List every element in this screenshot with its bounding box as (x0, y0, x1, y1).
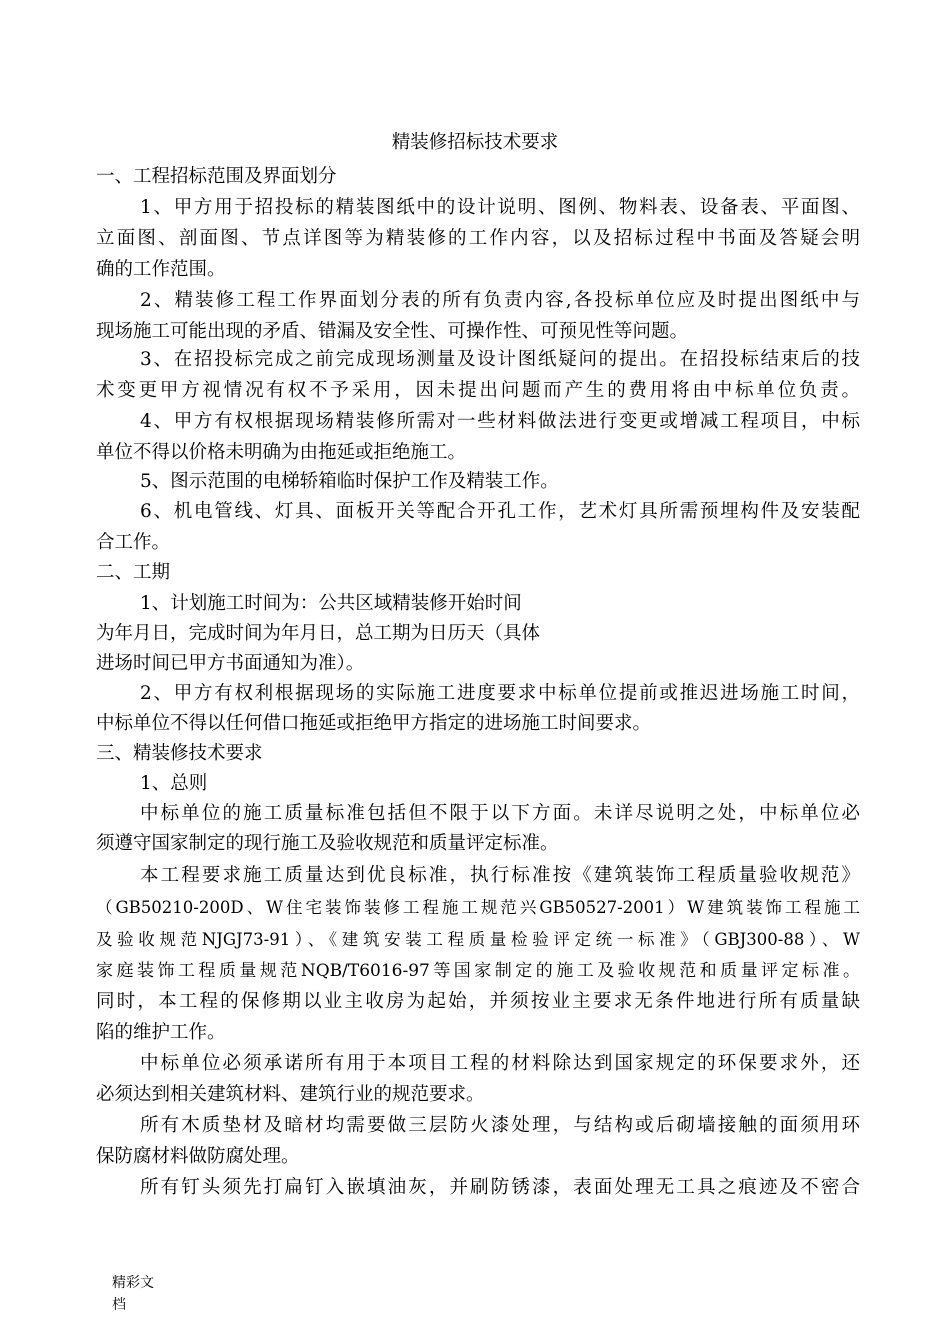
paragraph-line: 同时，本工程的保修期以业主收房为起始，并须按业主要求无条件地进行所有质量缺 (96, 991, 860, 1012)
paragraph-line: 中标单位的施工质量标准包括但不限于以下方面。未详尽说明之处，中标单位必 (140, 803, 860, 824)
paragraph-line: 5、图示范围的电梯轿箱临时保护工作及精装工作。 (140, 471, 559, 492)
paragraph-line: 须遵守国家制定的现行施工及验收规范和质量评定标准。 (96, 833, 559, 854)
paragraph-line: 中标单位不得以任何借口拖延或拒绝甲方指定的进场施工时间要求。 (96, 713, 652, 734)
paragraph-line: 现场施工可能出现的矛盾、错漏及安全性、可操作性、可预见性等问题。 (96, 321, 689, 342)
paragraph-line: 单位不得以价格未明确为由拖延或拒绝施工。 (96, 442, 467, 463)
section-heading-3: 三、精装修技术要求 (96, 743, 263, 764)
paragraph-line: 所有木质垫材及暗材均需要做三层防火漆处理，与结构或后砌墙接触的面须用环 (140, 1115, 860, 1136)
paragraph-line: 中标单位必须承诺所有用于本项目工程的材料除达到国家规定的环保要求外，还 (140, 1053, 860, 1074)
paragraph-line: 及验收规范NJGJ73-91）、《建筑安装工程质量检验评定统一标准》（GBJ300-88）、W (96, 930, 860, 949)
section-heading-2: 二、工期 (96, 562, 171, 583)
paragraph-line: 本工程要求施工质量达到优良标准，执行标准按《建筑装饰工程质量验收规范》 (140, 865, 860, 886)
paragraph-line: 1、计划施工时间为：公共区域精装修开始时间 (140, 593, 522, 614)
paragraph-line: 进场时间已甲方书面通知为准）。 (96, 653, 365, 674)
paragraph-line: 立面图、剖面图、节点详图等为精装修的工作内容，以及招标过程中书面及答疑会明 (96, 228, 860, 249)
paragraph-line: 2、精装修工程工作界面划分表的所有负责内容,各投标单位应及时提出图纸中与 (140, 290, 860, 311)
paragraph-line: 1、甲方用于招投标的精装图纸中的设计说明、图例、物料表、设备表、平面图、 (140, 197, 860, 218)
footer-line: 精彩文 (112, 1275, 154, 1291)
paragraph-line: 所有钉头须先打扁钉入嵌填油灰，并刷防锈漆，表面处理无工具之痕迹及不密合 (140, 1177, 860, 1198)
footer-watermark (112, 1272, 172, 1316)
paragraph-line: 合工作。 (96, 532, 171, 553)
paragraph-line: 为年月日，完成时间为年月日，总工期为日历天（具体 (96, 623, 541, 644)
paragraph-line: 术变更甲方视情况有权不予采用，因未提出问题而产生的费用将由中标单位负责。 (96, 380, 860, 401)
footer-line: 档 (112, 1297, 126, 1313)
section-heading-1: 一、工程招标范围及界面划分 (96, 166, 337, 187)
paragraph-line: 必须达到相关建筑材料、建筑行业的规范要求。 (96, 1084, 485, 1105)
paragraph-line: 2、甲方有权利根据现场的实际施工进度要求中标单位提前或推迟进场施工时间， (140, 683, 860, 704)
paragraph-line: （GB50210-200D、W住宅装饰装修工程施工规范兴GB50527-2001）W建筑装饰工程施工 (96, 898, 860, 917)
paragraph-line: 4、甲方有权根据现场精装修所需对一些材料做法进行变更或增减工程项目，中标 (140, 411, 860, 432)
paragraph-line: 保防腐材料做防腐处理。 (96, 1146, 300, 1167)
paragraph-line: 陷的维护工作。 (96, 1022, 226, 1043)
paragraph-line: 确的工作范围。 (96, 259, 226, 280)
paragraph-line: 1、总则 (140, 773, 208, 794)
paragraph-line: 6、机电管线、灯具、面板开关等配合开孔工作，艺术灯具所需预埋构件及安装配 (140, 501, 860, 522)
paragraph-line: 3、在招投标完成之前完成现场测量及设计图纸疑问的提出。在招投标结束后的技 (140, 349, 860, 370)
paragraph-line: 家庭装饰工程质量规范NQB/T6016-97等国家制定的施工及验收规范和质量评定标准。 (96, 961, 860, 981)
document-title: 精装修招标技术要求 (391, 132, 559, 153)
